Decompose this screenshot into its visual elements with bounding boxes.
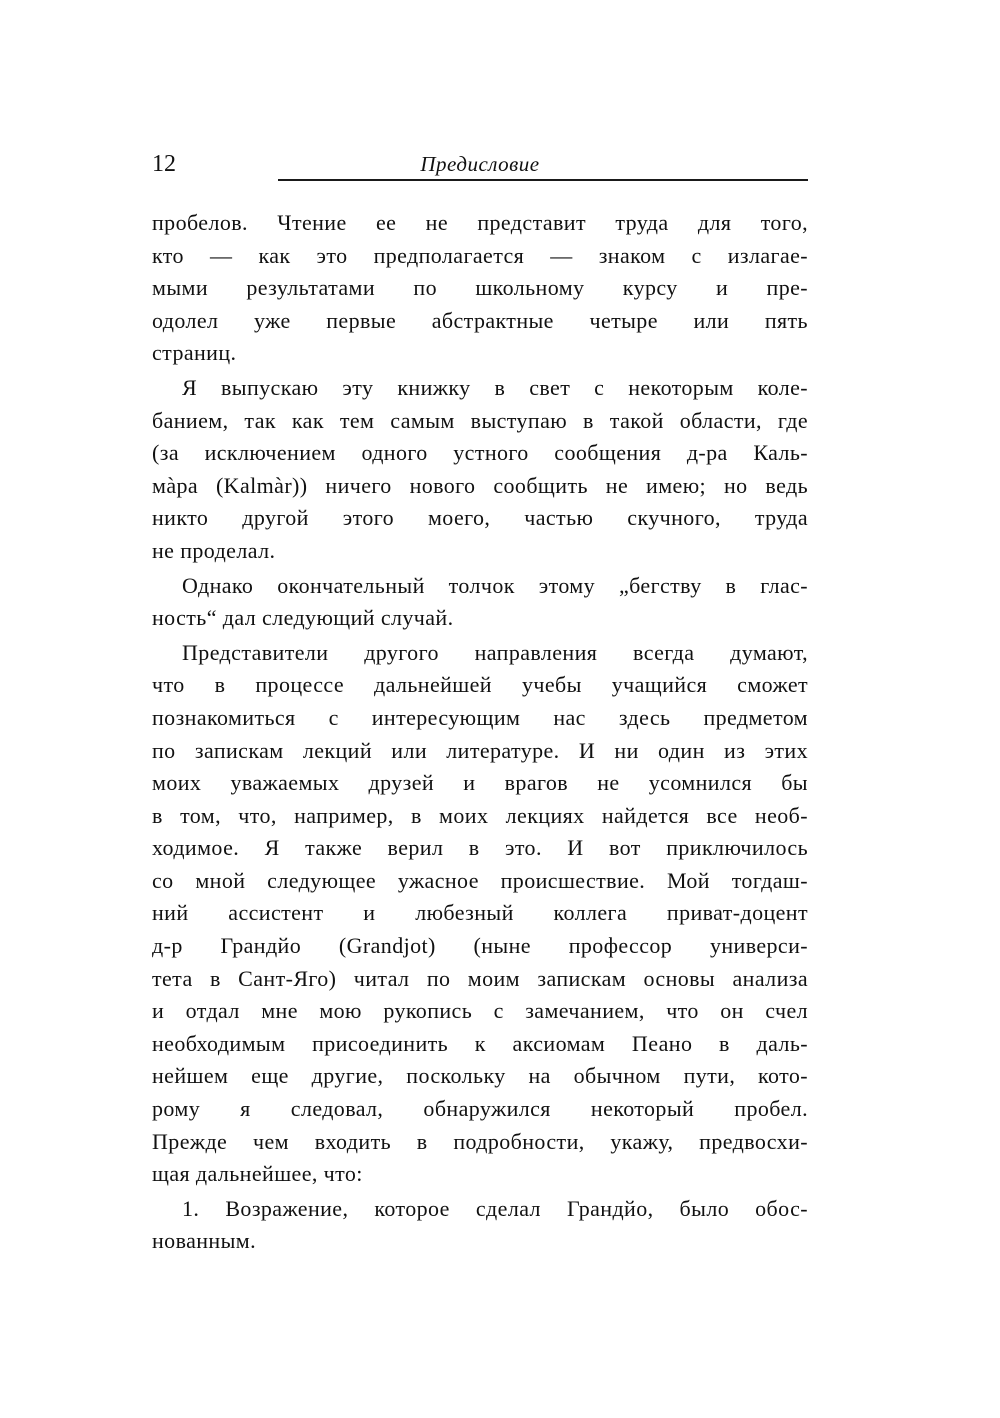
text-line: пробелов. Чтение ее не представит труда для того, bbox=[152, 210, 808, 235]
text-line: никто другой этого моего, частью скучного, труда bbox=[152, 505, 808, 531]
text-line: Представители другого направления всегда думают, bbox=[182, 639, 808, 665]
text-line: кто — как это предполагается — знаком с излагае- bbox=[152, 242, 808, 268]
body-text bbox=[152, 207, 808, 1258]
paragraph-continuation bbox=[152, 207, 808, 370]
paragraph-numbered-1 bbox=[152, 1193, 808, 1258]
text-line: страниц. bbox=[152, 340, 237, 366]
text-line: ходимое. Я также верил в это. И вот приключилось bbox=[152, 835, 808, 861]
page-number: 12 bbox=[152, 151, 176, 177]
text-line: Прежде чем входить в подробности, укажу, предвосхи- bbox=[152, 1128, 808, 1154]
paragraph-story bbox=[152, 637, 808, 1191]
text-line: д-р Грандйо (Grandjot) (ныне профессор универси- bbox=[152, 933, 808, 959]
text-line: Однако окончательный толчок этому „бегству в глас- bbox=[182, 572, 808, 598]
text-line: и отдал мне мою рукопись с замечанием, что он счел bbox=[152, 998, 808, 1024]
text-line: в том, что, например, в моих лекциях найдется все необ- bbox=[152, 802, 808, 828]
text-line: рому я следовал, обнаружился некоторый пробел. bbox=[152, 1096, 808, 1122]
text-line: одолел уже первые абстрактные четыре или пять bbox=[152, 307, 808, 333]
text-line: не проделал. bbox=[152, 537, 276, 563]
running-head bbox=[152, 150, 808, 184]
text-line: со мной следующее ужасное происшествие. Мой тогдаш- bbox=[152, 867, 808, 893]
text-line: тета в Сант-Яго) читал по моим запискам основы анализа bbox=[152, 965, 808, 991]
section-title: Предисловие bbox=[420, 152, 540, 176]
text-line: необходимым присоединить к аксиомам Пеано в даль- bbox=[152, 1030, 808, 1056]
text-line: по запискам лекций или литературе. И ни один из этих bbox=[152, 737, 808, 763]
text-line: Я выпускаю эту книжку в свет с некоторым коле- bbox=[182, 374, 808, 400]
text-line: ний ассистент и любезный коллега приват-доцент bbox=[152, 900, 808, 926]
text-line: нейшем еще другие, поскольку на обычном пути, кото- bbox=[152, 1063, 808, 1089]
paragraph-release bbox=[152, 372, 808, 568]
paragraph-impetus bbox=[152, 570, 808, 635]
text-line: ность“ дал следующий случай. bbox=[152, 605, 454, 631]
header-rule bbox=[278, 179, 808, 181]
text-line: познакомиться с интересующим нас здесь предметом bbox=[152, 704, 808, 730]
text-line: моих уважаемых друзей и врагов не усомнился бы bbox=[152, 770, 808, 796]
text-line: банием, так как тем самым выступаю в такой области, где bbox=[152, 407, 808, 433]
text-line: мàра (Kalmàr)) ничего нового сообщить не имею; но ведь bbox=[152, 472, 808, 498]
text-line: щая дальнейшее, что: bbox=[152, 1161, 363, 1187]
text-line: 1. Возражение, которое сделал Грандйо, было обос- bbox=[182, 1195, 808, 1221]
text-line: (за исключением одного устного сообщения д-ра Каль- bbox=[152, 440, 808, 466]
text-line: мыми результатами по школьному курсу и пре- bbox=[152, 275, 808, 301]
text-line: что в процессе дальнейшей учебы учащийся сможет bbox=[152, 672, 808, 698]
text-line: нованным. bbox=[152, 1228, 256, 1254]
